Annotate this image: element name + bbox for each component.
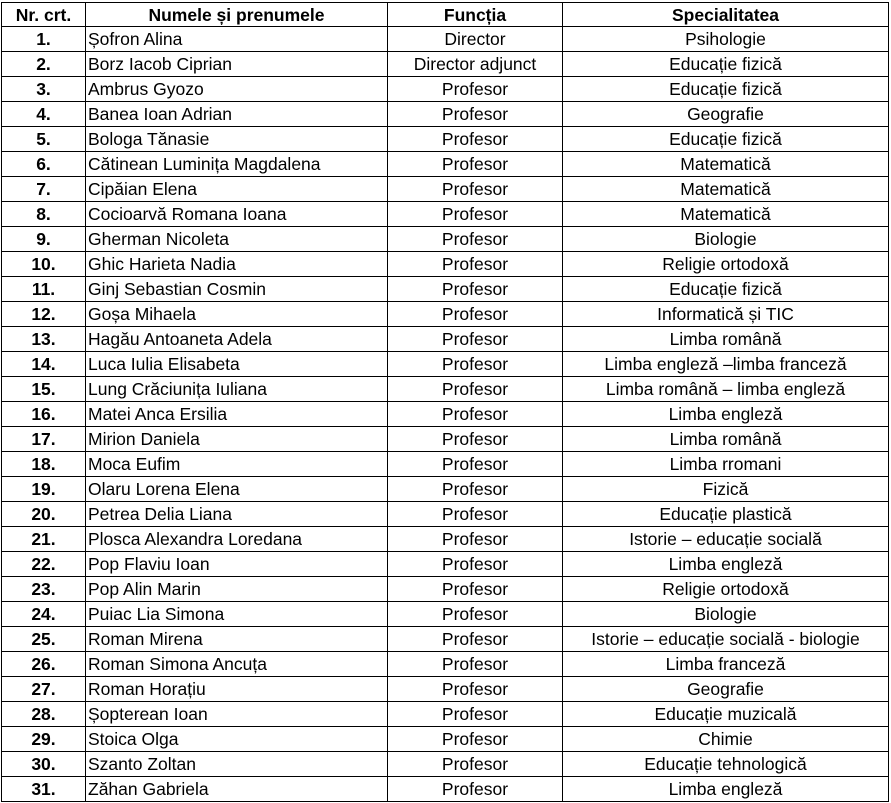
row-number: 27.	[2, 677, 86, 702]
person-specialty: Religie ortodoxă	[563, 577, 889, 602]
row-number: 26.	[2, 652, 86, 677]
table-row	[2, 527, 889, 552]
person-specialty: Matematică	[563, 202, 889, 227]
person-function: Profesor	[388, 252, 563, 277]
person-function: Director adjunct	[388, 52, 563, 77]
person-function: Profesor	[388, 752, 563, 777]
row-number: 24.	[2, 602, 86, 627]
person-name: Mirion Daniela	[86, 427, 388, 452]
row-number: 10.	[2, 252, 86, 277]
person-name: Gherman Nicoleta	[86, 227, 388, 252]
person-specialty: Limba română	[563, 327, 889, 352]
person-name: Borz Iacob Ciprian	[86, 52, 388, 77]
person-function: Profesor	[388, 577, 563, 602]
person-name: Roman Horațiu	[86, 677, 388, 702]
person-name: Ghic Harieta Nadia	[86, 252, 388, 277]
person-function: Profesor	[388, 427, 563, 452]
row-number: 30.	[2, 752, 86, 777]
row-number: 9.	[2, 227, 86, 252]
person-function: Profesor	[388, 402, 563, 427]
person-specialty: Educație fizică	[563, 277, 889, 302]
person-specialty: Religie ortodoxă	[563, 252, 889, 277]
person-specialty: Matematică	[563, 177, 889, 202]
row-number: 11.	[2, 277, 86, 302]
person-function: Profesor	[388, 77, 563, 102]
table-row	[2, 727, 889, 752]
table-row	[2, 777, 889, 802]
person-name: Matei Anca Ersilia	[86, 402, 388, 427]
staff-table	[1, 2, 889, 802]
person-specialty: Geografie	[563, 102, 889, 127]
person-name: Luca Iulia Elisabeta	[86, 352, 388, 377]
person-function: Profesor	[388, 327, 563, 352]
table-row	[2, 752, 889, 777]
person-specialty: Fizică	[563, 477, 889, 502]
table-row	[2, 227, 889, 252]
person-function: Profesor	[388, 552, 563, 577]
person-function: Profesor	[388, 702, 563, 727]
person-specialty: Chimie	[563, 727, 889, 752]
table-row	[2, 452, 889, 477]
table-header	[2, 3, 889, 27]
person-function: Profesor	[388, 452, 563, 477]
person-specialty: Biologie	[563, 602, 889, 627]
table-row	[2, 577, 889, 602]
person-name: Roman Simona Ancuța	[86, 652, 388, 677]
row-number: 23.	[2, 577, 86, 602]
person-function: Profesor	[388, 727, 563, 752]
table-row	[2, 502, 889, 527]
row-number: 28.	[2, 702, 86, 727]
table-row	[2, 677, 889, 702]
person-specialty: Educație tehnologică	[563, 752, 889, 777]
table-row	[2, 277, 889, 302]
person-name: Bologa Tănasie	[86, 127, 388, 152]
person-name: Cipăian Elena	[86, 177, 388, 202]
person-specialty: Limba engleză	[563, 402, 889, 427]
person-specialty: Biologie	[563, 227, 889, 252]
table-row	[2, 477, 889, 502]
person-name: Pop Flaviu Ioan	[86, 552, 388, 577]
table-row	[2, 552, 889, 577]
header-name: Numele și prenumele	[86, 3, 388, 27]
row-number: 31.	[2, 777, 86, 802]
table-row	[2, 177, 889, 202]
row-number: 7.	[2, 177, 86, 202]
person-specialty: Limba engleză	[563, 552, 889, 577]
table-row	[2, 102, 889, 127]
row-number: 4.	[2, 102, 86, 127]
person-name: Roman Mirena	[86, 627, 388, 652]
row-number: 15.	[2, 377, 86, 402]
person-name: Goșa Mihaela	[86, 302, 388, 327]
person-function: Profesor	[388, 152, 563, 177]
person-function: Profesor	[388, 502, 563, 527]
person-function: Profesor	[388, 627, 563, 652]
table-row	[2, 127, 889, 152]
row-number: 16.	[2, 402, 86, 427]
person-specialty: Matematică	[563, 152, 889, 177]
person-specialty: Educație muzicală	[563, 702, 889, 727]
row-number: 18.	[2, 452, 86, 477]
person-specialty: Educație plastică	[563, 502, 889, 527]
person-specialty: Limba română	[563, 427, 889, 452]
row-number: 17.	[2, 427, 86, 452]
table-row	[2, 27, 889, 52]
header-function: Funcția	[388, 3, 563, 27]
person-name: Șofron Alina	[86, 27, 388, 52]
person-name: Șopterean Ioan	[86, 702, 388, 727]
table-row	[2, 327, 889, 352]
person-name: Plosca Alexandra Loredana	[86, 527, 388, 552]
person-specialty: Istorie – educație socială - biologie	[563, 627, 889, 652]
person-function: Profesor	[388, 277, 563, 302]
person-specialty: Limba engleză	[563, 777, 889, 802]
table-body	[2, 27, 889, 802]
row-number: 3.	[2, 77, 86, 102]
row-number: 25.	[2, 627, 86, 652]
table-row	[2, 302, 889, 327]
person-function: Profesor	[388, 527, 563, 552]
table-row	[2, 252, 889, 277]
row-number: 5.	[2, 127, 86, 152]
person-specialty: Limba franceză	[563, 652, 889, 677]
person-name: Ambrus Gyozo	[86, 77, 388, 102]
person-name: Hagău Antoaneta Adela	[86, 327, 388, 352]
row-number: 1.	[2, 27, 86, 52]
row-number: 22.	[2, 552, 86, 577]
person-function: Profesor	[388, 477, 563, 502]
person-name: Ginj Sebastian Cosmin	[86, 277, 388, 302]
row-number: 13.	[2, 327, 86, 352]
table-row	[2, 77, 889, 102]
person-name: Banea Ioan Adrian	[86, 102, 388, 127]
person-function: Profesor	[388, 602, 563, 627]
table-row	[2, 602, 889, 627]
person-specialty: Educație fizică	[563, 52, 889, 77]
person-name: Stoica Olga	[86, 727, 388, 752]
header-specialty: Specialitatea	[563, 3, 889, 27]
table-row	[2, 202, 889, 227]
person-function: Profesor	[388, 777, 563, 802]
person-name: Moca Eufim	[86, 452, 388, 477]
row-number: 19.	[2, 477, 86, 502]
row-number: 6.	[2, 152, 86, 177]
person-specialty: Limba engleză –limba franceză	[563, 352, 889, 377]
table-row	[2, 152, 889, 177]
header-row	[2, 3, 889, 27]
person-function: Profesor	[388, 652, 563, 677]
person-specialty: Informatică și TIC	[563, 302, 889, 327]
table-row	[2, 627, 889, 652]
person-name: Petrea Delia Liana	[86, 502, 388, 527]
person-name: Szanto Zoltan	[86, 752, 388, 777]
table-row	[2, 427, 889, 452]
table-row	[2, 377, 889, 402]
person-function: Profesor	[388, 377, 563, 402]
person-specialty: Istorie – educație socială	[563, 527, 889, 552]
person-name: Lung Crăciunița Iuliana	[86, 377, 388, 402]
person-specialty: Educație fizică	[563, 77, 889, 102]
row-number: 21.	[2, 527, 86, 552]
person-name: Puiac Lia Simona	[86, 602, 388, 627]
table-row	[2, 652, 889, 677]
person-name: Cocioarvă Romana Ioana	[86, 202, 388, 227]
person-specialty: Educație fizică	[563, 127, 889, 152]
person-function: Profesor	[388, 177, 563, 202]
person-specialty: Geografie	[563, 677, 889, 702]
table-row	[2, 702, 889, 727]
row-number: 12.	[2, 302, 86, 327]
person-specialty: Limba română – limba engleză	[563, 377, 889, 402]
person-function: Profesor	[388, 127, 563, 152]
row-number: 14.	[2, 352, 86, 377]
person-name: Pop Alin Marin	[86, 577, 388, 602]
person-specialty: Psihologie	[563, 27, 889, 52]
person-name: Zăhan Gabriela	[86, 777, 388, 802]
table-row	[2, 52, 889, 77]
row-number: 20.	[2, 502, 86, 527]
person-function: Profesor	[388, 352, 563, 377]
row-number: 29.	[2, 727, 86, 752]
table-row	[2, 352, 889, 377]
person-specialty: Limba rromani	[563, 452, 889, 477]
person-function: Profesor	[388, 302, 563, 327]
person-name: Cătinean Luminița Magdalena	[86, 152, 388, 177]
row-number: 8.	[2, 202, 86, 227]
row-number: 2.	[2, 52, 86, 77]
person-function: Profesor	[388, 227, 563, 252]
person-function: Profesor	[388, 102, 563, 127]
person-function: Director	[388, 27, 563, 52]
header-nr: Nr. crt.	[2, 3, 86, 27]
person-function: Profesor	[388, 202, 563, 227]
person-name: Olaru Lorena Elena	[86, 477, 388, 502]
table-row	[2, 402, 889, 427]
person-function: Profesor	[388, 677, 563, 702]
